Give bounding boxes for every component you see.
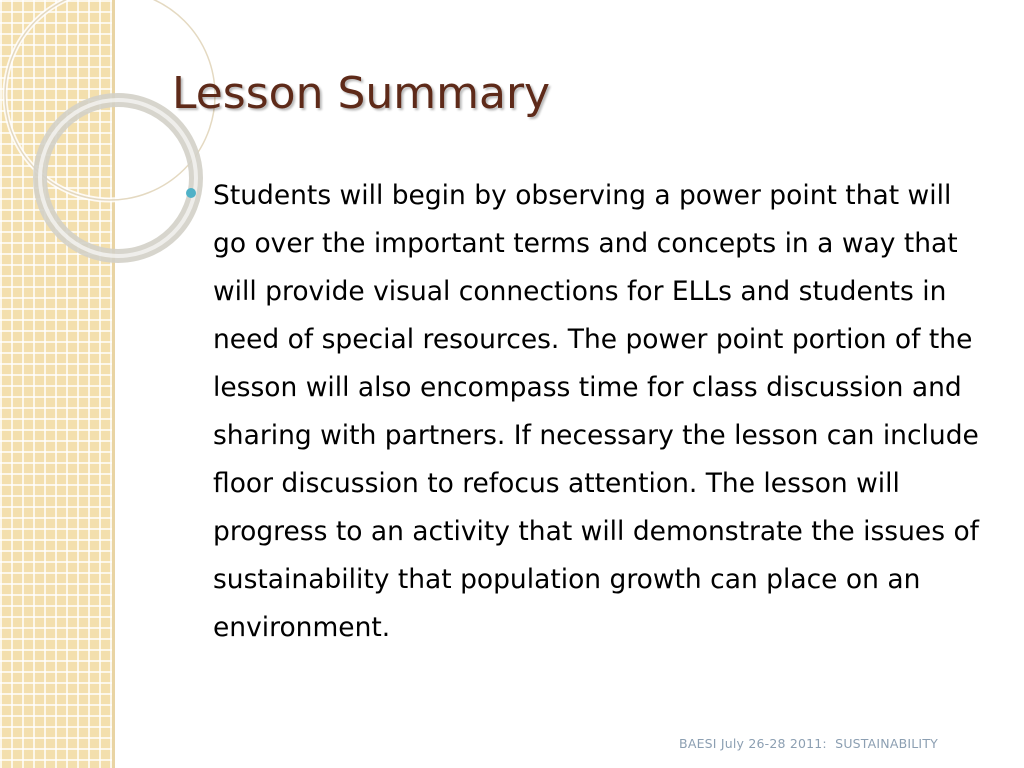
bullet-list bbox=[186, 172, 986, 652]
bullet-item bbox=[186, 172, 986, 652]
bullet-dot-icon bbox=[186, 188, 196, 198]
bullet-text: Students will begin by observing a power point that will go over the important terms and concepts in a way that will provide visual connections for ELLs and students in need of special resources. The power point portion of the lesson will also encompass time for class discussion and sharing with partners. If necessary the lesson can include floor discussion to refocus attention. The lesson will progress to an activity that will demonstrate the issues of sustainability that population growth can place on an environment. bbox=[213, 180, 979, 643]
slide-title: Lesson Summary bbox=[172, 68, 551, 119]
slide-footer: BAESI July 26-28 2011: SUSTAINABILITY bbox=[679, 736, 938, 751]
